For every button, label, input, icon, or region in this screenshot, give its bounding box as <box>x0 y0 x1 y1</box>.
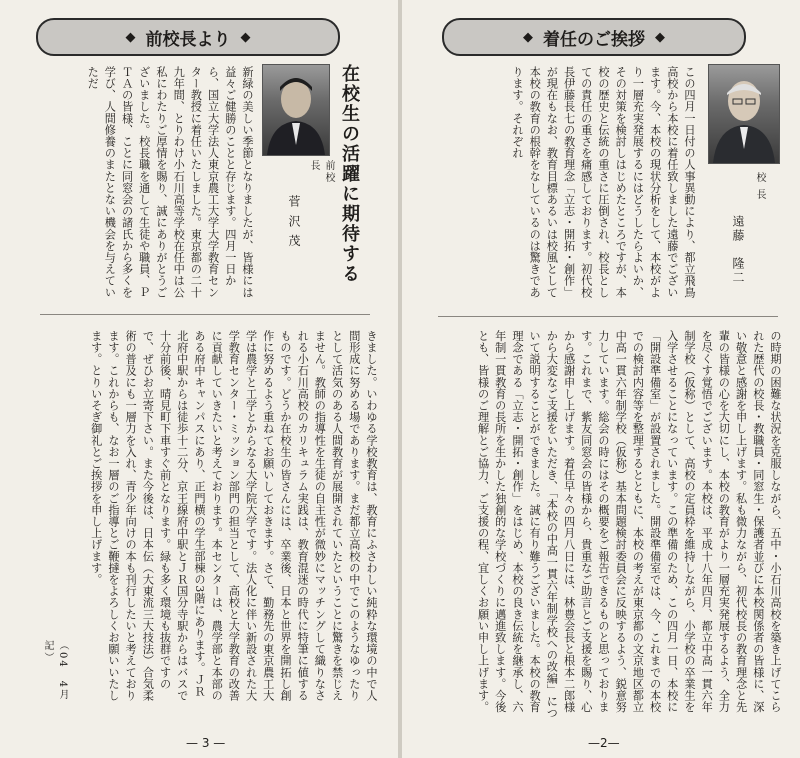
left-page <box>0 0 398 758</box>
left-upper-body: 新緑の美しい季節となりましたが、皆様には益々ご健勝のことと存じます。四月一日から、国立大学法人東京農工大学大学教育センター教授に着任いたしました。東京都の二十九年間、とりわけ小石川高等学校在任中は公私にわたりご厚情を賜り、誠にありがとうございました。校長職を通して生徒や職員、ＰＴＡの皆様、ことに同窓会の諸氏から多くを学び、人間修養のまたとない機会を与えていただ <box>86 66 254 298</box>
right-lower-body: の時期の困難な状況を克服しながら、五中・小石川高校を築き上げてこられた歴代の校長・教職員・同窓生・保護者並びに本校関係者の皆様に、深い敬意と感謝を申し上げます。私も微力ながら、初代校長の教育理念と先輩の皆様の心を大切にし、本校の教育がより一層充実発展するよう、全力を尽くす覚悟でございます。本校は、平成十八年四月、都立中高一貫六年制学校（仮称）として、高校の定員枠を維持しながら、小学校の卒業生を入学させることになっています。この準備のため、この四月一日、本校に「開設準備室」が設置されました。開設準備室では、今、これまでの本校での検討内容等を整理するとともに、本校の考えが東京都の文京地区都立中高一貫六年制学校（仮称）基本問題検討委員会に反映するよう、鋭意努力しています。総会の時にはその概要をご報告できるものと思っております。これまで、紫友同窓会の皆様から、貴重なご助言とご支援を賜り、心から感謝申し上げます。着任早々の四月八日には、林豊会長と根本二郎様から大変なご支援をいただき、「本校の中高一貫六年制学校への改編」について説明することができました。誠に有り難うございました。本校の教育理念である「立志・開拓・創作」をはじめ、本校の良き伝統を継承し、六年制一貫教育の長所を生かした独創的な学校づくりに邁進致します。今後とも、皆様のご理解とご協力、ご支援の程、宜しくお願い申し上げます。 <box>476 330 782 719</box>
right-header-label: 着任のご挨拶 <box>543 29 645 50</box>
divider <box>40 314 370 315</box>
right-author-name: 遠藤 隆二 <box>731 215 745 285</box>
right-author-role: 校 長 <box>754 172 765 202</box>
right-header <box>442 18 746 56</box>
right-upper-body: この四月一日付の人事異動により、都立飛鳥高校から本校に着任致しました遠藤でございます。今、本校の現状分析をして、本校がより一層充実発展するにはどうしたらよいか、その対策を検討しはじめたところですが、本校の歴史と伝統の重さに圧倒され、校長としての責任の重さを痛感しております。初代校長伊藤長七の教育理念「立志・開拓・創作」が現在もなお、教育目標あるいは校風として本校の教育の根幹をなしているのは驚きであります。それぞれ <box>510 66 696 298</box>
page-number-left: — 3 — <box>186 736 226 750</box>
date-note: （04 4月 記） <box>42 640 68 714</box>
left-lower-body: きました。いわゆる学校教育は、教育にふさわしい純粋な環境の中で人間形成に努める場であります。まだ都立高校の中でこのようなゆったりとして活気のある人間教育が展開されていたということに驚きを禁じえません。教師の指導性を生徒の自主性が微妙にマッチングして織りなされる小石川高校のカリキュラム実践は、教育混迷の時代に特筆に値するものです。どうか在校生の皆さんには、卒業後、日本と世界を開拓し創作に努めるよう重ねてお願いしておきます。さて、勤務先の東京農工大学は農学と工学とからなる大学院大学です。法人化に伴い新設された大学教育センター・ミッション部門の担当として、高校と大学教育の改善に貢献していきたいと考えております。本センターは、農学部と本部のある府中キャンパスにあり、正門横の学生部棟の3階にあります。ＪＲ北府中駅からは徒歩十二分、京王線府中駅とＪＲ国分寺駅からはバスで十分前後、晴見町下車すぐ前となります。緑も多く環境も抜群ですので、ぜひお立寄下さい。また今後は、日本伝（大東流三大技法）合気柔術の普及にも一層力を入れ、青少年向けの本も刊行したいと考えております。これからも、なお一層のご指導とご鞭撻をよろしくお願いいたします。とりいそぎ御礼とご挨拶を申し上げます。 <box>89 330 378 702</box>
bullet-icon: ◆ <box>655 29 665 45</box>
page-number-right: —2— <box>588 736 620 750</box>
portrait-photo-left <box>262 64 330 156</box>
bullet-icon: ◆ <box>523 29 533 45</box>
left-header-label: 前校長より <box>145 29 231 50</box>
left-header <box>36 18 340 56</box>
portrait-photo-right <box>708 64 780 164</box>
left-author-name: 菅 沢 茂 <box>287 195 301 249</box>
bullet-icon: ◆ <box>125 29 136 45</box>
divider <box>438 316 778 317</box>
article-title: 在校生の活躍に期待する <box>339 64 360 284</box>
left-author-role: 前校長 <box>308 160 334 184</box>
bullet-icon: ◆ <box>240 29 251 45</box>
right-page <box>402 0 800 758</box>
